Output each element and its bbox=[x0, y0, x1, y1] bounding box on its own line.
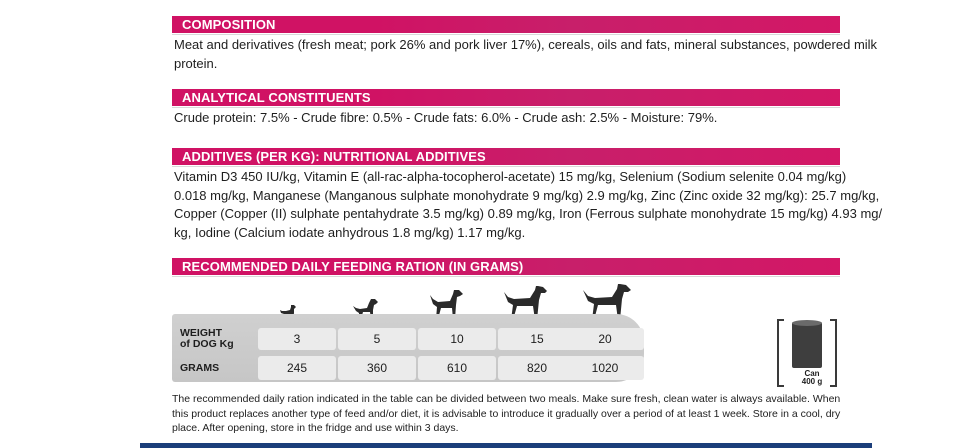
weight-cell: 10 bbox=[418, 328, 496, 350]
analytical-line: Crude protein: 7.5% - Crude fibre: 0.5% - Crude fats: 6.0% - Crude ash: 2.5% - Moisture: 79%. bbox=[174, 110, 718, 125]
composition-section bbox=[172, 16, 878, 73]
feeding-header bbox=[172, 258, 840, 275]
additives-line: Vitamin D3 450 IU/kg, Vitamin E (all-rac-alpha-tocopherol-acetate) 15 mg/kg, Selenium (Sodium selenite 0.04 mg/kg) bbox=[174, 169, 847, 184]
feeding-note-line: The recommended daily ration indicated in the table can be divided between two meals. Make sure fresh, clean water is always available. When bbox=[172, 393, 841, 405]
additives-header bbox=[172, 148, 840, 165]
grams-cell: 360 bbox=[338, 356, 416, 380]
grams-cell: 245 bbox=[258, 356, 336, 380]
weight-cell: 5 bbox=[338, 328, 416, 350]
feeding-note bbox=[172, 392, 872, 436]
additives-section bbox=[172, 148, 883, 242]
grams-cell: 610 bbox=[418, 356, 496, 380]
additives-line: Copper (Copper (II) sulphate pentahydrate 3.5 mg/kg) 0.89 mg/kg, Iron (Ferrous sulphate monohydrate 15 mg/kg) 4.93 mg/ bbox=[174, 206, 883, 221]
additives-title: ADDITIVES (PER KG): NUTRITIONAL ADDITIVES bbox=[182, 149, 486, 164]
footer-bar bbox=[140, 443, 872, 448]
grams-row bbox=[172, 356, 644, 382]
grams-label: GRAMS bbox=[180, 362, 220, 374]
can-label: Can 400 g bbox=[801, 369, 823, 386]
grams-cell: 820 bbox=[498, 356, 576, 380]
feeding-section bbox=[172, 258, 840, 275]
additives-text bbox=[172, 168, 883, 242]
analytical-text bbox=[172, 109, 840, 128]
weight-row bbox=[172, 314, 644, 354]
composition-line: protein. bbox=[174, 55, 218, 71]
feeding-note-line: place. After opening, store in the fridge and use within 3 days. bbox=[172, 422, 459, 434]
composition-title: COMPOSITION bbox=[182, 17, 276, 32]
weight-label: WEIGHT of DOG Kg bbox=[180, 327, 234, 350]
analytical-header bbox=[172, 89, 840, 106]
composition-line: Meat and derivatives (fresh meat; pork 26% and pork liver 17%), cereals, oils and fats, mineral substances, powdered milk bbox=[174, 37, 878, 52]
weight-cell: 20 bbox=[566, 328, 644, 350]
additives-line: 0.018 mg/kg, Manganese (Manganous sulphate monohydrate 9 mg/kg) 2.9 mg/kg, Zinc (Zinc oxide 32 mg/kg): 25.7 mg/kg, bbox=[174, 187, 880, 203]
additives-line: kg, Iodine (Calcium iodate anhydrous 1.8 mg/kg) 1.17 mg/kg. bbox=[174, 224, 526, 240]
composition-text bbox=[172, 36, 878, 73]
composition-header bbox=[172, 16, 840, 33]
grams-cell: 1020 bbox=[566, 356, 644, 380]
feeding-table bbox=[172, 314, 644, 382]
weight-cell: 3 bbox=[258, 328, 336, 350]
weight-cell: 15 bbox=[498, 328, 576, 350]
feeding-title: RECOMMENDED DAILY FEEDING RATION (IN GRAMS) bbox=[182, 259, 524, 274]
analytical-title: ANALYTICAL CONSTITUENTS bbox=[182, 90, 371, 105]
analytical-section bbox=[172, 89, 840, 128]
feeding-note-line: this product replaces another type of feed and/or diet, it is advisable to introduce it gradually over a period of at least 1 week. Store in a cool, dry bbox=[172, 407, 841, 420]
